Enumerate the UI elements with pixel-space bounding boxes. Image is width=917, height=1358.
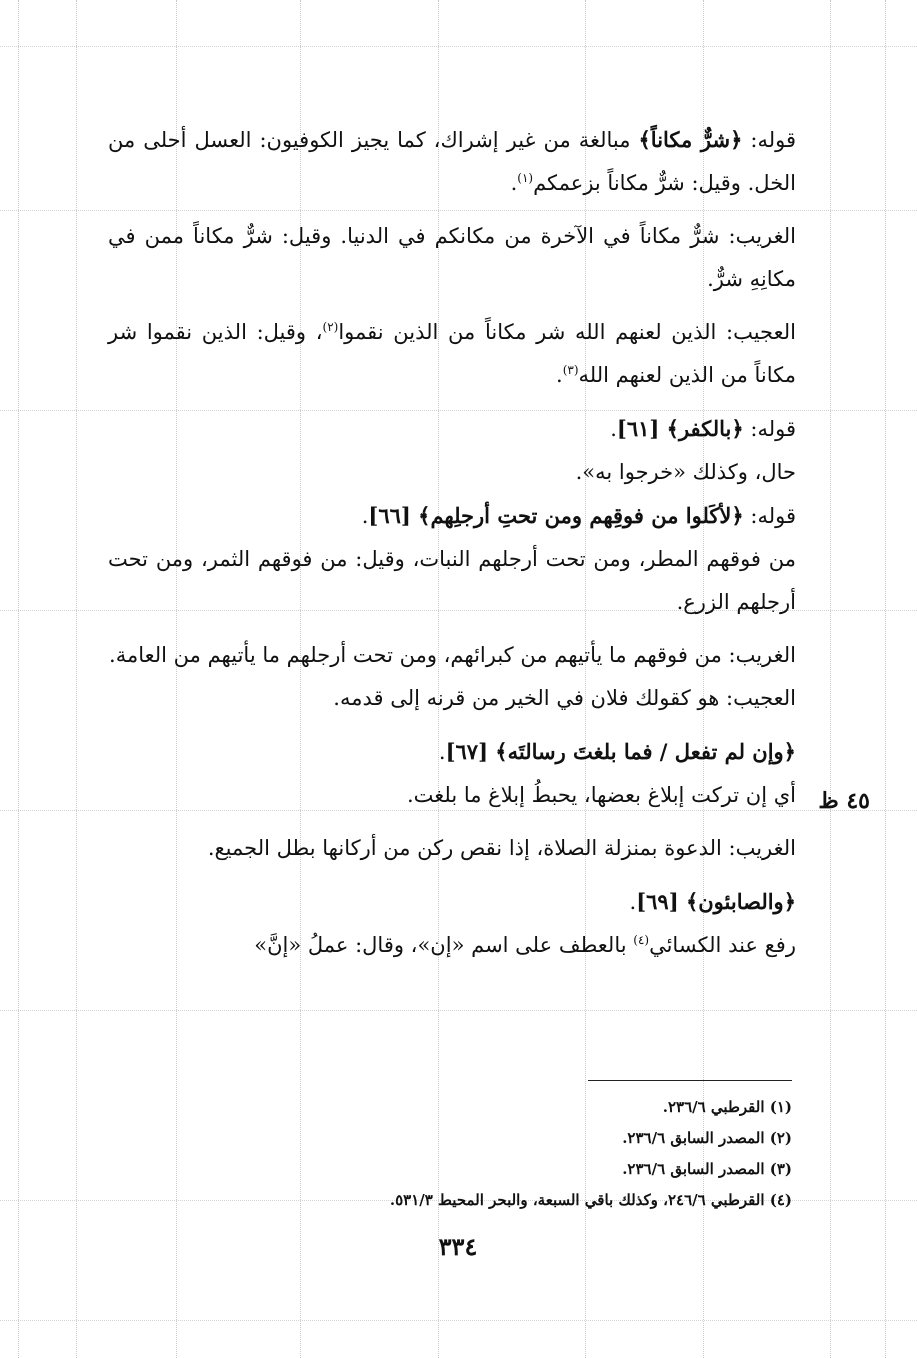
grid-line [0,1010,917,1011]
footnote-separator [588,1080,792,1081]
manuscript-folio-note: ٤٥ ظ [818,788,870,814]
quran-quote: ﴿والصابئون﴾ [٦٩] [636,889,796,914]
text-run: العجيب: هو كقولك فلان في الخير من قرنه إلى قدمه. [333,686,796,710]
footnote: (٣) المصدر السابق ٢٣٦/٦. [622,1160,792,1178]
paragraph [108,118,796,205]
text-run: ، وقيل: الذين نقموا شر مكاناً من الذين لعنهم الله [108,320,796,387]
text-run: . [610,417,617,441]
text-run: حال، وكذلك «خرجوا به». [575,460,796,484]
paragraph [108,215,796,301]
grid-line [830,0,831,1358]
paragraph [108,311,796,397]
text-run: قوله: [742,128,796,152]
footnote: (٤) القرطبي ٢٤٦/٦، وكذلك باقي السبعة، والبحر المحيط ٥٣١/٣. [389,1191,792,1209]
paragraph [108,538,796,624]
paragraph [108,924,796,967]
text-run: . [361,504,369,528]
paragraph [108,407,796,451]
paragraph [108,774,796,817]
footnote: (١) القرطبي ٢٣٦/٦. [662,1098,792,1116]
paragraph [108,634,796,677]
paragraph [108,880,796,924]
text-run: . [629,890,637,914]
paragraph [108,730,796,774]
paragraph [108,827,796,870]
text-run: الغريب: شرٌّ مكاناً في الآخرة من مكانكم في الدنيا. وقيل: شرٌّ مكاناً ممن في مكانِهِ شرٌّ. [108,224,796,291]
footnote: (٢) المصدر السابق ٢٣٦/٦. [622,1129,792,1147]
text-run: أي إن تركت إبلاغ بعضها، يحبطُ إبلاغ ما بلغت. [406,783,796,807]
grid-line [18,0,19,1358]
text-run: الغريب: من فوقهم ما يأتيهم من كبرائهم، ومن تحت أرجلهم ما يأتيهم من العامة. [109,643,796,667]
text-run: قوله: [743,417,796,441]
text-run: بالعطف على اسم «إن»، وقال: عملُ «إنَّ» [254,933,634,957]
footnote-ref[interactable]: (١) [517,171,534,185]
quran-quote: ﴿لأكَلوا من فوقِهم ومن تحتِ أرجلِهم﴾ [٦٦] [368,503,744,528]
grid-line [0,46,917,47]
text-run: رفع عند الكسائي [649,933,796,957]
page-number: ٣٣٤ [438,1232,478,1261]
footnote-ref[interactable]: (٢) [322,320,339,334]
text-run: الغريب: الدعوة بمنزلة الصلاة، إذا نقص ركن من أركانها بطل الجميع. [207,836,796,860]
quran-quote: ﴿وإن لم تفعل / فما بلغتَ رسالتَه﴾ [٦٧] [445,739,796,764]
text-run: . [510,171,518,195]
text-run: مبالغة من غير إشراك، كما يجيز الكوفيون: العسل أحلى من الخل. وقيل: شرٌّ مكاناً بزعمكم [108,128,796,195]
quran-quote: ﴿شرٌّ مكاناً﴾ [638,127,743,152]
paragraph [108,494,796,538]
grid-line [0,1320,917,1321]
footnote-ref[interactable]: (٤) [633,933,650,947]
main-text [108,118,796,967]
text-run: العجيب: الذين لعنهم الله شر مكاناً من الذين نقموا [338,320,796,344]
text-run: قوله: [743,504,796,528]
text-run: . [556,363,563,387]
footnotes [240,1092,792,1216]
footnote-ref[interactable]: (٣) [562,363,579,377]
grid-line [885,0,886,1358]
quran-quote: ﴿بالكفر﴾ [٦١] [616,416,744,441]
paragraph [108,677,796,720]
paragraph [108,451,796,494]
grid-line [76,0,77,1358]
text-run: من فوقهم المطر، ومن تحت أرجلهم النبات، وقيل: من فوقهم الثمر، ومن تحت أرجلهم الزرع. [108,547,796,614]
text-run: . [438,740,446,764]
